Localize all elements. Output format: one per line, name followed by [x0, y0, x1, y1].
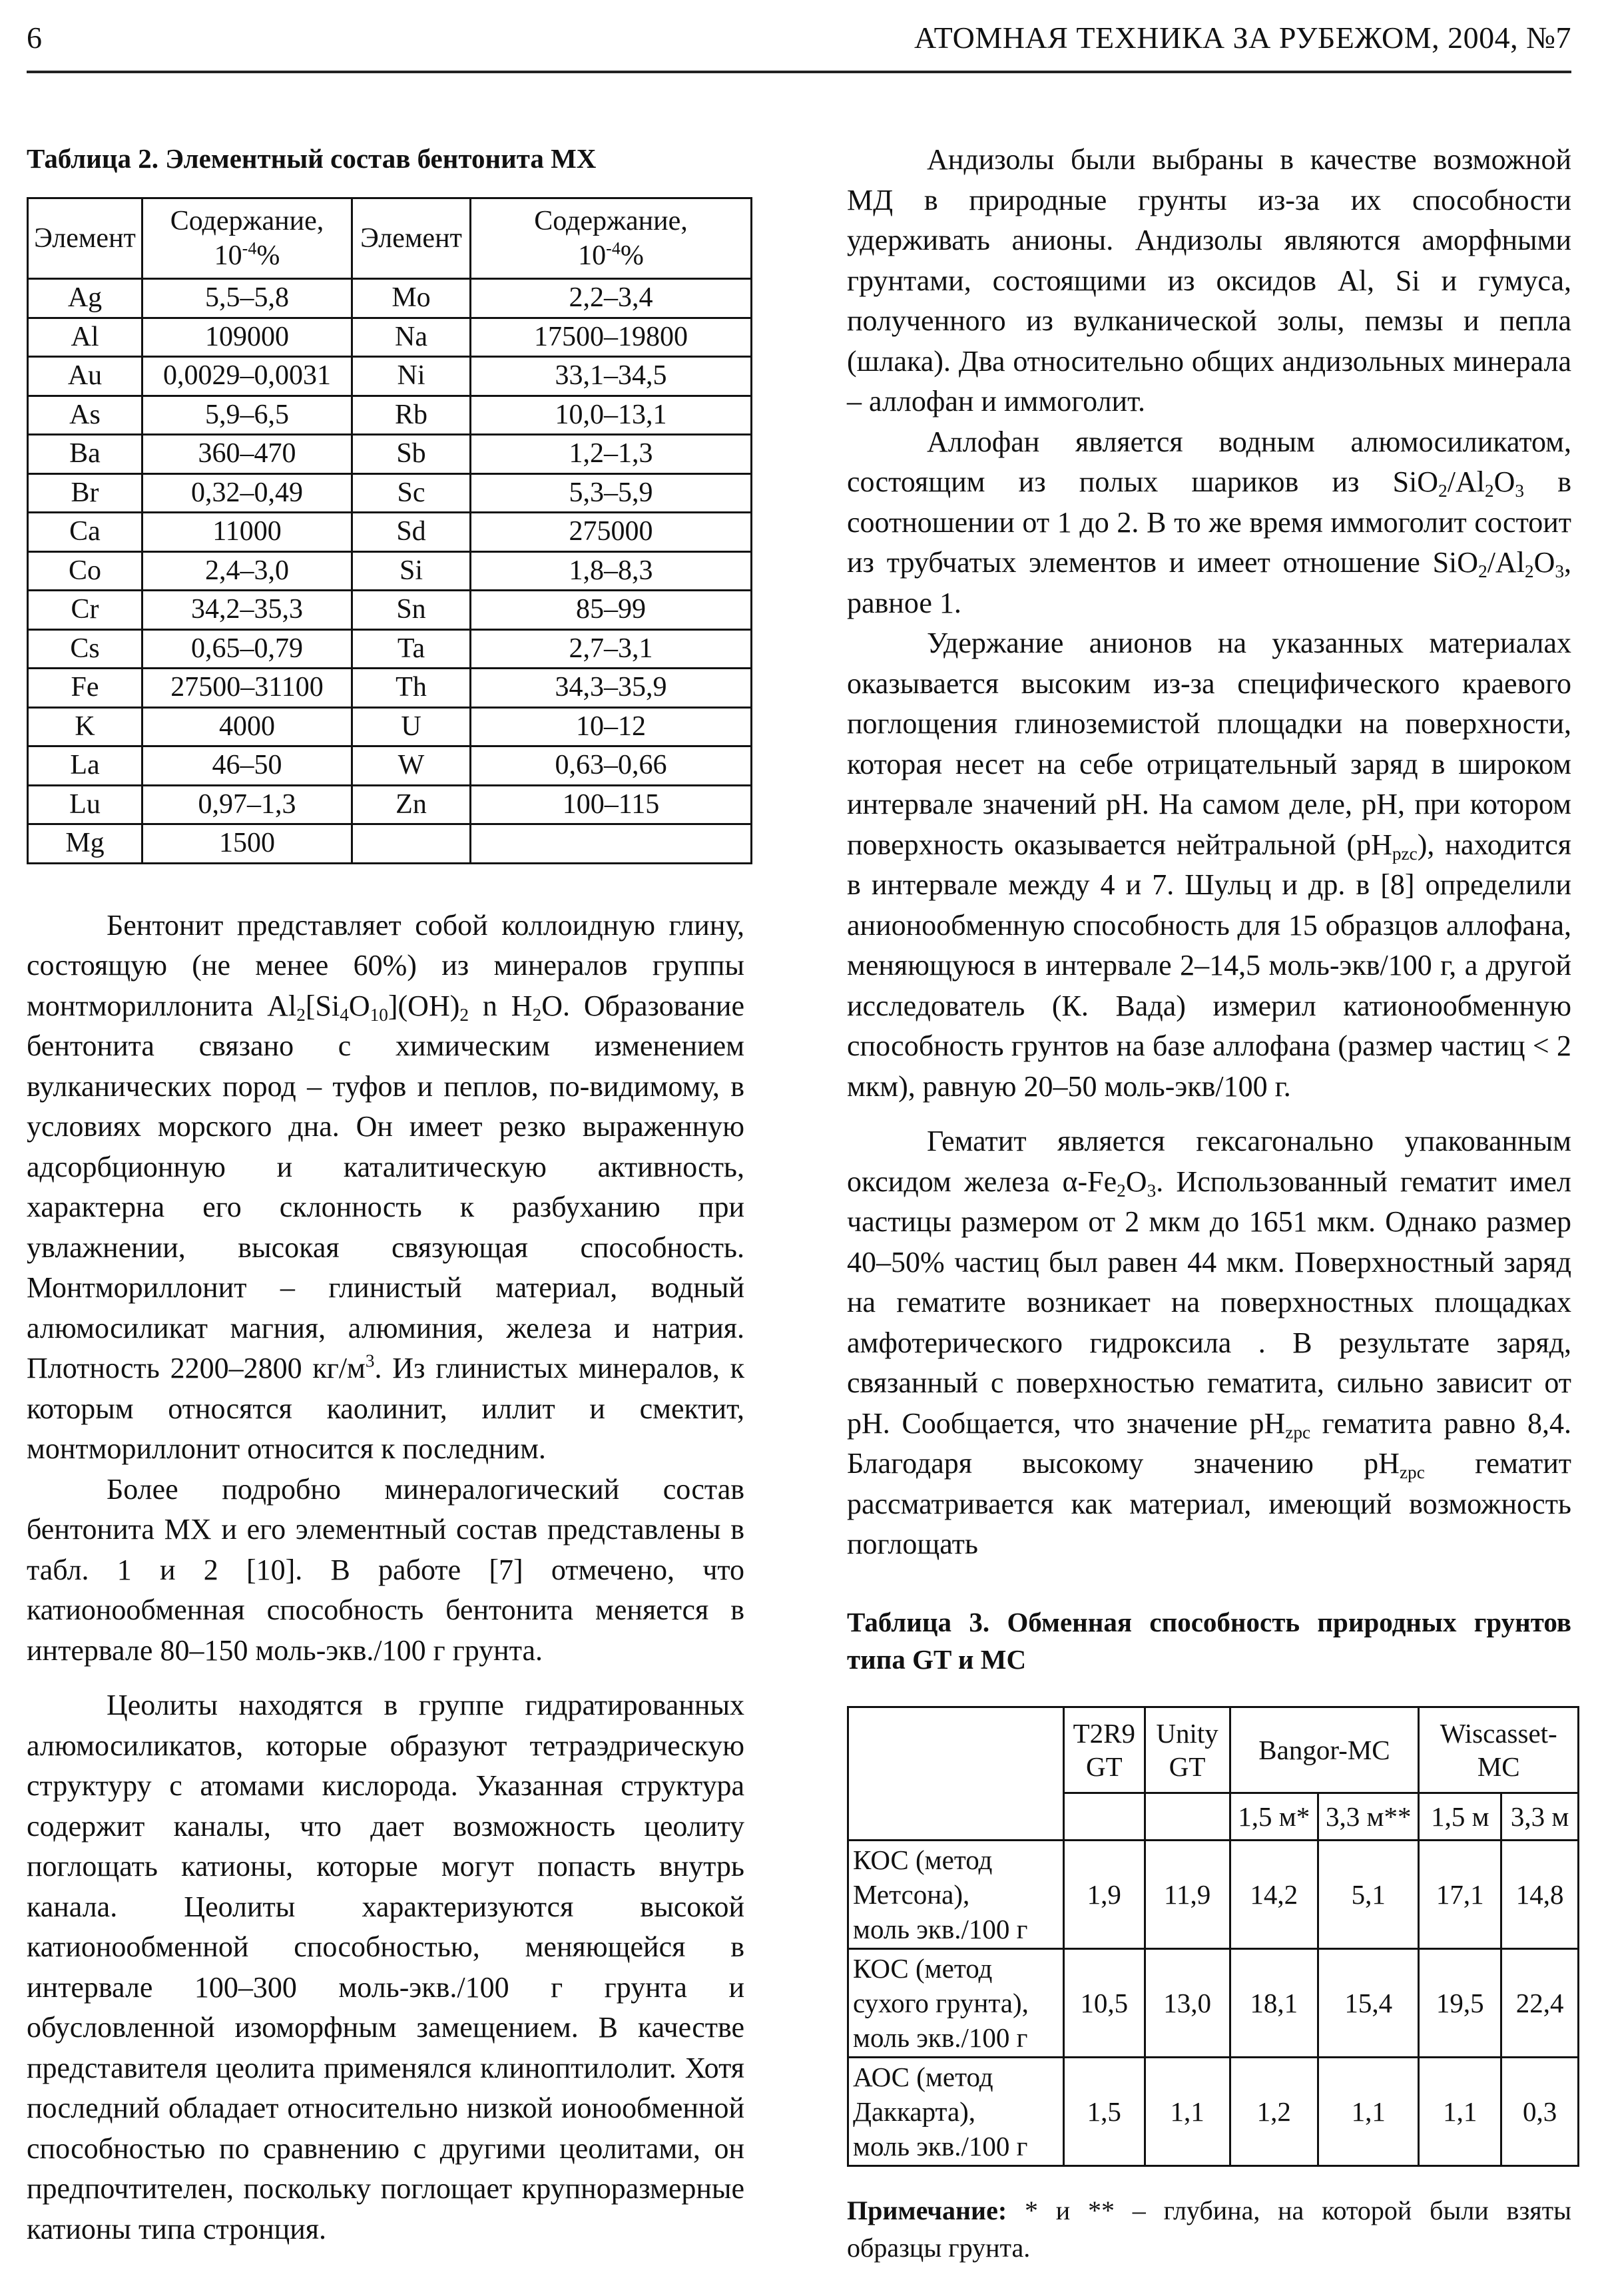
subscript: pzc	[1392, 843, 1418, 864]
content-cell: 275000	[471, 513, 752, 552]
note-text: * и ** – глубина, на которой были взяты образцы грунта.	[847, 2195, 1571, 2263]
table-row	[848, 1948, 1579, 2057]
paragraph-anion-retention	[847, 623, 1571, 1107]
value-cell: 14,8	[1501, 1840, 1579, 1948]
element-cell: Na	[352, 318, 471, 357]
row-label-line: АОС (метод	[853, 2061, 993, 2092]
row-label-line: КОС (метод	[853, 1952, 993, 1984]
value-cell: 1,1	[1318, 2057, 1419, 2165]
table-row	[28, 746, 752, 786]
value-cell: 17,1	[1419, 1840, 1501, 1948]
content-cell: 10,0–13,1	[471, 396, 752, 435]
element-cell: W	[352, 746, 471, 786]
table-row	[848, 1840, 1579, 1948]
header-unit-base: 10	[578, 240, 607, 271]
value-cell: 1,5	[1063, 2057, 1145, 2165]
subscript: 2	[1478, 561, 1487, 582]
element-cell: Br	[28, 473, 142, 513]
text-run: Гематит является гексагонально упакованным оксидом железа α-Fe	[847, 1125, 1571, 1198]
subheader	[1063, 1793, 1145, 1840]
text-run: O	[348, 989, 370, 1022]
value-cell: 15,4	[1318, 1948, 1419, 2057]
content-cell: 4000	[142, 707, 352, 746]
element-cell: Au	[28, 357, 142, 396]
value-cell: 1,1	[1145, 2057, 1230, 2165]
subscript: 10	[370, 1004, 388, 1025]
paragraph-allophane	[847, 422, 1571, 624]
subheader: 1,5 м*	[1230, 1793, 1318, 1840]
element-cell: Mo	[352, 279, 471, 318]
content-cell: 5,9–6,5	[142, 396, 352, 435]
header-bangor: Bangor-MC	[1230, 1707, 1419, 1793]
text-run: O	[1493, 465, 1515, 498]
paragraph-andisols: Андизолы были выбраны в качестве возможной МД в природные грунты из-за их способности удерживать анионы. Андизолы являются аморфными грунтами, состоящими из оксидов Al, Si и гумуса, полученного из вулканической золы, пемзы и пепла (шлака). Два относительно общих андизольных минерала – аллофан и иммоголит.	[847, 143, 1571, 418]
value-cell: 1,1	[1419, 2057, 1501, 2165]
header-unit-exp: -4	[242, 238, 257, 258]
text-run: гематит рассматривается как материал, имеющий возможность поглощать	[847, 1447, 1572, 1560]
text-run: O. Образование бентонита связано с химическим изменением вулканических пород – туфов и пеплов, по-видимому, в условиях морского дна. Он имеет резко выраженную адсорбционную и каталитическую активность, характерна его склонность к разбуханию при увлажнении, высокая связующая способность. Монтмориллонит – глинистый материал, водный алюмосиликат магния, алюминия, железа и натрия. Плотность 2200–2800 кг/м	[27, 989, 745, 1384]
table3	[847, 1706, 1579, 2167]
content-cell: 2,7–3,1	[471, 629, 752, 669]
element-cell: Ba	[28, 435, 142, 474]
element-cell: Fe	[28, 669, 142, 708]
row-label	[848, 1840, 1064, 1948]
content-cell: 5,3–5,9	[471, 473, 752, 513]
table-row	[28, 473, 752, 513]
header-content-label: Содержание,	[170, 206, 324, 236]
element-cell: Sn	[352, 591, 471, 630]
element-cell: Ag	[28, 279, 142, 318]
element-cell: La	[28, 746, 142, 786]
table3-body	[848, 1840, 1579, 2165]
content-cell: 1,8–8,3	[471, 551, 752, 591]
content-cell: 0,32–0,49	[142, 473, 352, 513]
header-element-2: Элемент	[352, 198, 471, 279]
value-cell: 14,2	[1230, 1840, 1318, 1948]
text-run: O	[1125, 1165, 1147, 1198]
subscript: 3	[1555, 561, 1564, 582]
row-label-line: Даккарта),	[853, 2096, 976, 2127]
text-run: . Из глинистых минералов, к которым относятся каолинит, иллит и смектит, монтмориллонит относится к последним.	[27, 1352, 744, 1465]
subscript: 2	[296, 1004, 306, 1025]
subheader: 3,3 м**	[1318, 1793, 1419, 1840]
element-cell	[352, 824, 471, 864]
text-run: . Использованный гематит имел частицы размером от 2 мкм до 1651 мкм. Однако размер 40–50% частиц был равен 44 мкм. Поверхностный заряд на гематите возникает на поверхностных площадках амфотерического гидроксила . В результате заряд, связанный с поверхностью гематита, сильно зависит от pH. Сообщается, что значение pH	[847, 1165, 1571, 1440]
row-label-line: КОС (метод	[853, 1844, 993, 1875]
table-row	[28, 591, 752, 630]
table-row	[28, 551, 752, 591]
value-cell: 0,3	[1501, 2057, 1579, 2165]
content-cell: 46–50	[142, 746, 352, 786]
left-body-text	[27, 906, 744, 2250]
page-number: 6	[27, 21, 42, 55]
element-cell: Si	[352, 551, 471, 591]
value-cell: 1,9	[1063, 1840, 1145, 1948]
content-cell: 2,2–3,4	[471, 279, 752, 318]
right-column	[847, 140, 1571, 2267]
value-cell: 10,5	[1063, 1948, 1145, 2057]
value-cell: 19,5	[1419, 1948, 1501, 2057]
header-rule	[27, 71, 1571, 73]
table-row	[28, 629, 752, 669]
subscript: 2	[1484, 481, 1494, 501]
element-cell: K	[28, 707, 142, 746]
element-cell: Mg	[28, 824, 142, 864]
text-run: гематита равно 8,4. Благодаря высокому значению pH	[847, 1406, 1571, 1480]
subscript: zpc	[1399, 1462, 1425, 1483]
element-cell: Sc	[352, 473, 471, 513]
value-cell: 22,4	[1501, 1948, 1579, 2057]
left-column	[27, 140, 744, 2249]
table-row	[28, 824, 752, 864]
element-cell: Ca	[28, 513, 142, 552]
table3-header-row	[848, 1707, 1579, 1793]
content-cell: 109000	[142, 318, 352, 357]
subheader: 3,3 м	[1501, 1793, 1579, 1840]
element-cell: Cs	[28, 629, 142, 669]
text-run: Аллофан является водным алюмосиликатом, состоящим из полых шариков из SiO	[847, 425, 1571, 498]
text-run: n H	[469, 989, 533, 1022]
element-cell: Zn	[352, 785, 471, 824]
table-row	[28, 707, 752, 746]
text-run: , равное 1.	[847, 546, 1571, 619]
paragraph-hematite	[847, 1121, 1571, 1565]
table3-caption: Таблица 3. Обменная способность природных грунтов типа GT и MC	[847, 1606, 1571, 1675]
journal-title: АТОМНАЯ ТЕХНИКА ЗА РУБЕЖОМ, 2004, №7	[914, 21, 1571, 55]
header-t2r9: T2R9 GT	[1063, 1707, 1145, 1793]
subheader: 1,5 м	[1419, 1793, 1501, 1840]
content-cell: 10–12	[471, 707, 752, 746]
table2-caption: Таблица 2. Элементный состав бентонита МХ	[27, 143, 597, 174]
note-label: Примечание:	[847, 2195, 1007, 2225]
header-unit-exp: -4	[606, 238, 621, 258]
table-row	[28, 435, 752, 474]
header-unit-pct: %	[620, 240, 644, 271]
content-cell: 5,5–5,8	[142, 279, 352, 318]
header-content-label: Содержание,	[534, 206, 688, 236]
element-cell: Co	[28, 551, 142, 591]
paragraph-zeolites: Цеолиты находятся в группе гидратированных алюмосиликатов, которые образуют тетраэдрическую структуру с атомами кислорода. Указанная структура содержит каналы, что дает возможность цеолиту поглощать катионы, которые могут попасть внутрь канала. Цеолиты характеризуются высокой катионообменной способностью, меняющейся в интервале 100–300 моль-экв./100 г грунта и обусловленной изоморфным замещением. В качестве представителя цеолита применялся клиноптилолит. Хотя последний обладает относительно низкой ионообменной способностью по сравнению с другими цеолитами, он предпочтителен, поскольку поглощает крупноразмерные катионы типа стронция.	[27, 1689, 744, 2245]
element-cell: As	[28, 396, 142, 435]
content-cell: 0,65–0,79	[142, 629, 352, 669]
content-cell: 0,63–0,66	[471, 746, 752, 786]
table2-header-row	[28, 198, 752, 279]
element-cell: Cr	[28, 591, 142, 630]
subscript: 2	[1438, 481, 1448, 501]
content-cell: 1500	[142, 824, 352, 864]
content-cell: 34,2–35,3	[142, 591, 352, 630]
right-body-text	[847, 140, 1571, 1565]
subscript: 2	[459, 1004, 469, 1025]
row-label-line: моль экв./100 г	[853, 2022, 1028, 2053]
row-label	[848, 2057, 1064, 2165]
element-cell: U	[352, 707, 471, 746]
subscript: 3	[1147, 1180, 1157, 1201]
content-cell: 85–99	[471, 591, 752, 630]
row-label-line: моль экв./100 г	[853, 2130, 1028, 2161]
text-run: Удержание анионов на указанных материалах оказывается высоким из-за специфического краевого поглощения глиноземистой площадки на поверхности, которая несет на себе отрицательный заряд в широком интервале значений pH. На самом деле, pH, при котором поверхность оказывается нейтральной (pH	[847, 627, 1571, 861]
paragraph-mineral-composition: Более подробно минералогический состав бентонита МХ и его элементный состав представлены в табл. 1 и 2 [10]. В работе [7] отмечено, что катионообменная способность бентонита меняется в интервале 80–150 моль-экв./100 г грунта.	[27, 1472, 744, 1667]
content-cell: 27500–31100	[142, 669, 352, 708]
content-cell: 17500–19800	[471, 318, 752, 357]
text-run: Бентонит представляет собой коллоидную глину, состоящую (не менее 60%) из минералов группы монтмориллонита Al	[27, 908, 744, 1022]
element-cell: Rb	[352, 396, 471, 435]
subscript: 2	[1117, 1180, 1126, 1201]
content-cell: 0,97–1,3	[142, 785, 352, 824]
subscript: 2	[1524, 561, 1534, 582]
subscript: 2	[532, 1004, 542, 1025]
table3-note	[847, 2192, 1571, 2267]
header-unit-base: 10	[214, 240, 242, 271]
value-cell: 13,0	[1145, 1948, 1230, 2057]
header-content-2	[471, 198, 752, 279]
text-run: ), находится в интервале между 4 и 7. Шульц и др. в [8] определили анионообменную способность для 15 образцов аллофана, меняющуюся в интервале 2–14,5 моль-экв/100 г, а другой исследователь (К. Вада) измерил катионообменную способность грунтов на базе аллофана (размер частиц < 2 мкм), равную 20–50 моль-экв/100 г.	[847, 828, 1571, 1103]
element-cell: Lu	[28, 785, 142, 824]
row-label-line: сухого грунта),	[853, 1987, 1029, 2018]
paragraph-bentonite	[27, 906, 744, 1470]
header-element: Элемент	[28, 198, 142, 279]
table-row	[848, 2057, 1579, 2165]
content-cell: 360–470	[142, 435, 352, 474]
text-run: в соотношении от 1 до 2. В то же время иммоголит состоит из трубчатых элементов и имеет отношение SiO	[847, 465, 1571, 579]
content-cell: 33,1–34,5	[471, 357, 752, 396]
header-unity: Unity GT	[1145, 1707, 1230, 1793]
element-cell: Sd	[352, 513, 471, 552]
table-row	[28, 318, 752, 357]
value-cell: 1,2	[1230, 2057, 1318, 2165]
text-run: [Si	[305, 989, 340, 1022]
table-row	[28, 513, 752, 552]
content-cell: 100–115	[471, 785, 752, 824]
element-cell: Ni	[352, 357, 471, 396]
header-unit-pct: %	[256, 240, 280, 271]
value-cell: 5,1	[1318, 1840, 1419, 1948]
text-run: /Al	[1487, 546, 1525, 579]
row-label	[848, 1948, 1064, 2057]
row-label-line: Метсона),	[853, 1878, 970, 1910]
content-cell: 0,0029–0,0031	[142, 357, 352, 396]
content-cell: 2,4–3,0	[142, 551, 352, 591]
table2	[27, 197, 752, 864]
value-cell: 11,9	[1145, 1840, 1230, 1948]
table-row	[28, 357, 752, 396]
element-cell: Ta	[352, 629, 471, 669]
element-cell: Th	[352, 669, 471, 708]
element-cell: Sb	[352, 435, 471, 474]
table2-body	[28, 279, 752, 864]
content-cell: 1,2–1,3	[471, 435, 752, 474]
text-run: ](OH)	[388, 989, 460, 1022]
content-cell: 34,3–35,9	[471, 669, 752, 708]
subheader	[1145, 1793, 1230, 1840]
superscript: 3	[365, 1350, 375, 1371]
content-cell: 11000	[142, 513, 352, 552]
content-cell	[471, 824, 752, 864]
row-label-line: моль экв./100 г	[853, 1913, 1028, 1944]
header-wiscasset: Wiscasset- MC	[1419, 1707, 1579, 1793]
subscript: 4	[340, 1004, 349, 1025]
header-content	[142, 198, 352, 279]
header-empty	[848, 1707, 1064, 1840]
text-run: O	[1533, 546, 1555, 579]
element-cell: Al	[28, 318, 142, 357]
table-row	[28, 279, 752, 318]
subscript: 3	[1515, 481, 1525, 501]
subscript: zpc	[1285, 1422, 1311, 1442]
table-row	[28, 669, 752, 708]
value-cell: 18,1	[1230, 1948, 1318, 2057]
table-row	[28, 396, 752, 435]
text-run: /Al	[1447, 465, 1485, 498]
table-row	[28, 785, 752, 824]
